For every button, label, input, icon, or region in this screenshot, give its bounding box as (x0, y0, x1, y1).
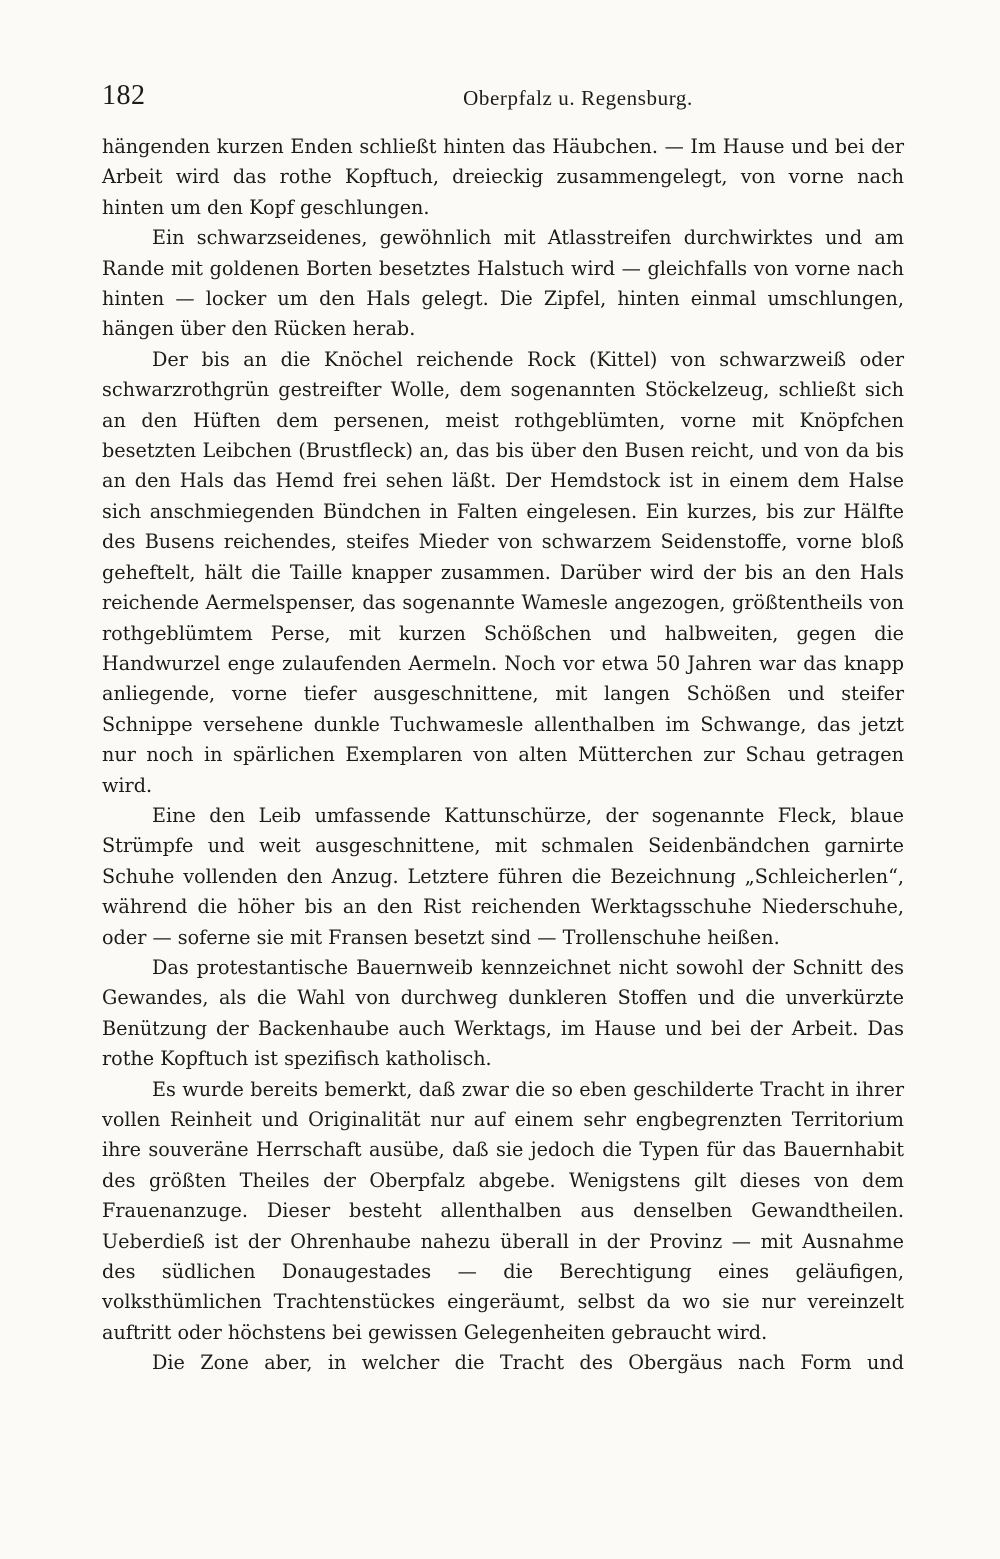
paragraph: Die Zone aber, in welcher die Tracht des Obergäus nach Form und (152, 1351, 904, 1375)
book-page (102, 72, 904, 1379)
paragraph: Das protestantische Bauernweib kennzeichnet nicht sowohl der Schnitt des Gewandes, als die Wahl von durchweg dunkleren Stoffen und die unverkürzte Benützung der Backenhaube auch Werktags, im Hause und bei der Arbeit. Das rothe Kopftuch ist spezifisch katholisch. (102, 955, 904, 1071)
paragraph: hängenden kurzen Enden schließt hinten das Häubchen. — Im Hause und bei der Arbeit wird das rothe Kopftuch, dreieckig zusammengelegt, von vorne nach hinten um den Kopf geschlungen. (102, 135, 904, 219)
paragraph: Eine den Leib umfassende Kattunschürze, der sogenannte Fleck, blaue Strümpfe und weit ausgeschnittene, mit schmalen Seidenbändchen garnirte Schuhe vollenden den Anzug. Letztere führen die Bezeichnung „Schleicherlen“, während die höher bis an den Rist reichenden Werktagsschuhe Niederschuhe, oder — soferne sie mit Fransen besetzt sind — Trollenschuhe heißen. (102, 803, 904, 949)
page-header (102, 72, 904, 126)
body-text (102, 132, 904, 1379)
paragraph: Der bis an die Knöchel reichende Rock (Kittel) von schwarzweiß oder schwarzrothgrün gestreifter Wolle, dem sogenannten Stöckelzeug, schließt sich an den Hüften dem persenen, meist rothgeblümten, vorne mit Knöpfchen besetzten Leibchen (Brustfleck) an, das bis über den Busen reicht, und von da bis an den Hals das Hemd frei sehen läßt. Der Hemdstock ist in einem dem Halse sich anschmiegenden Bündchen in Falten eingelesen. Ein kurzes, bis zur Hälfte des Busens reichendes, steifes Mieder von schwarzem Seidenstoffe, vorne bloß geheftelt, hält die Taille knapper zusammen. Darüber wird der bis an den Hals reichende Aermelspenser, das sogenannte Wamesle angezogen, größtentheils von rothgeblümtem Perse, mit kurzen Schößchen und halbweiten, gegen die Handwurzel enge zulaufenden Aermeln. Noch vor etwa 50 Jahren war das knapp anliegende, vorne tiefer ausgeschnittene, mit langen Schößen und steifer Schnippe versehene dunkle Tuchwamesle allenthalben im Schwange, das jetzt nur noch in spärlichen Exemplaren von alten Mütterchen zur Schau getragen wird. (102, 347, 904, 797)
page-number: 182 (102, 80, 146, 111)
paragraph: Ein schwarzseidenes, gewöhnlich mit Atlasstreifen durchwirktes und am Rande mit goldenen Borten besetztes Halstuch wird — gleichfalls von vorne nach hinten — locker um den Hals gelegt. Die Zipfel, hinten einmal umschlungen, hängen über den Rücken herab. (102, 226, 904, 341)
running-head: Oberpfalz u. Regensburg. (463, 86, 693, 110)
paragraph: Es wurde bereits bemerkt, daß zwar die so eben geschilderte Tracht in ihrer vollen Reinheit und Originalität nur auf einem sehr engbegrenzten Territorium ihre souveräne Herrschaft ausübe, daß sie jedoch die Typen für das Bauernhabit des größten Theiles der Oberpfalz abgebe. Wenigstens gilt dieses von dem Frauenanzuge. Dieser besteht allenthalben aus denselben Gewandtheilen. Ueberdieß ist der Ohrenhaube nahezu überall in der Provinz — mit Ausnahme des südlichen Donaugestades — die Berechtigung eines geläufigen, volksthümlichen Trachtenstückes eingeräumt, selbst da wo sie nur vereinzelt auftritt oder höchstens bei gewissen Gelegenheiten gebraucht wird. (102, 1077, 904, 1344)
